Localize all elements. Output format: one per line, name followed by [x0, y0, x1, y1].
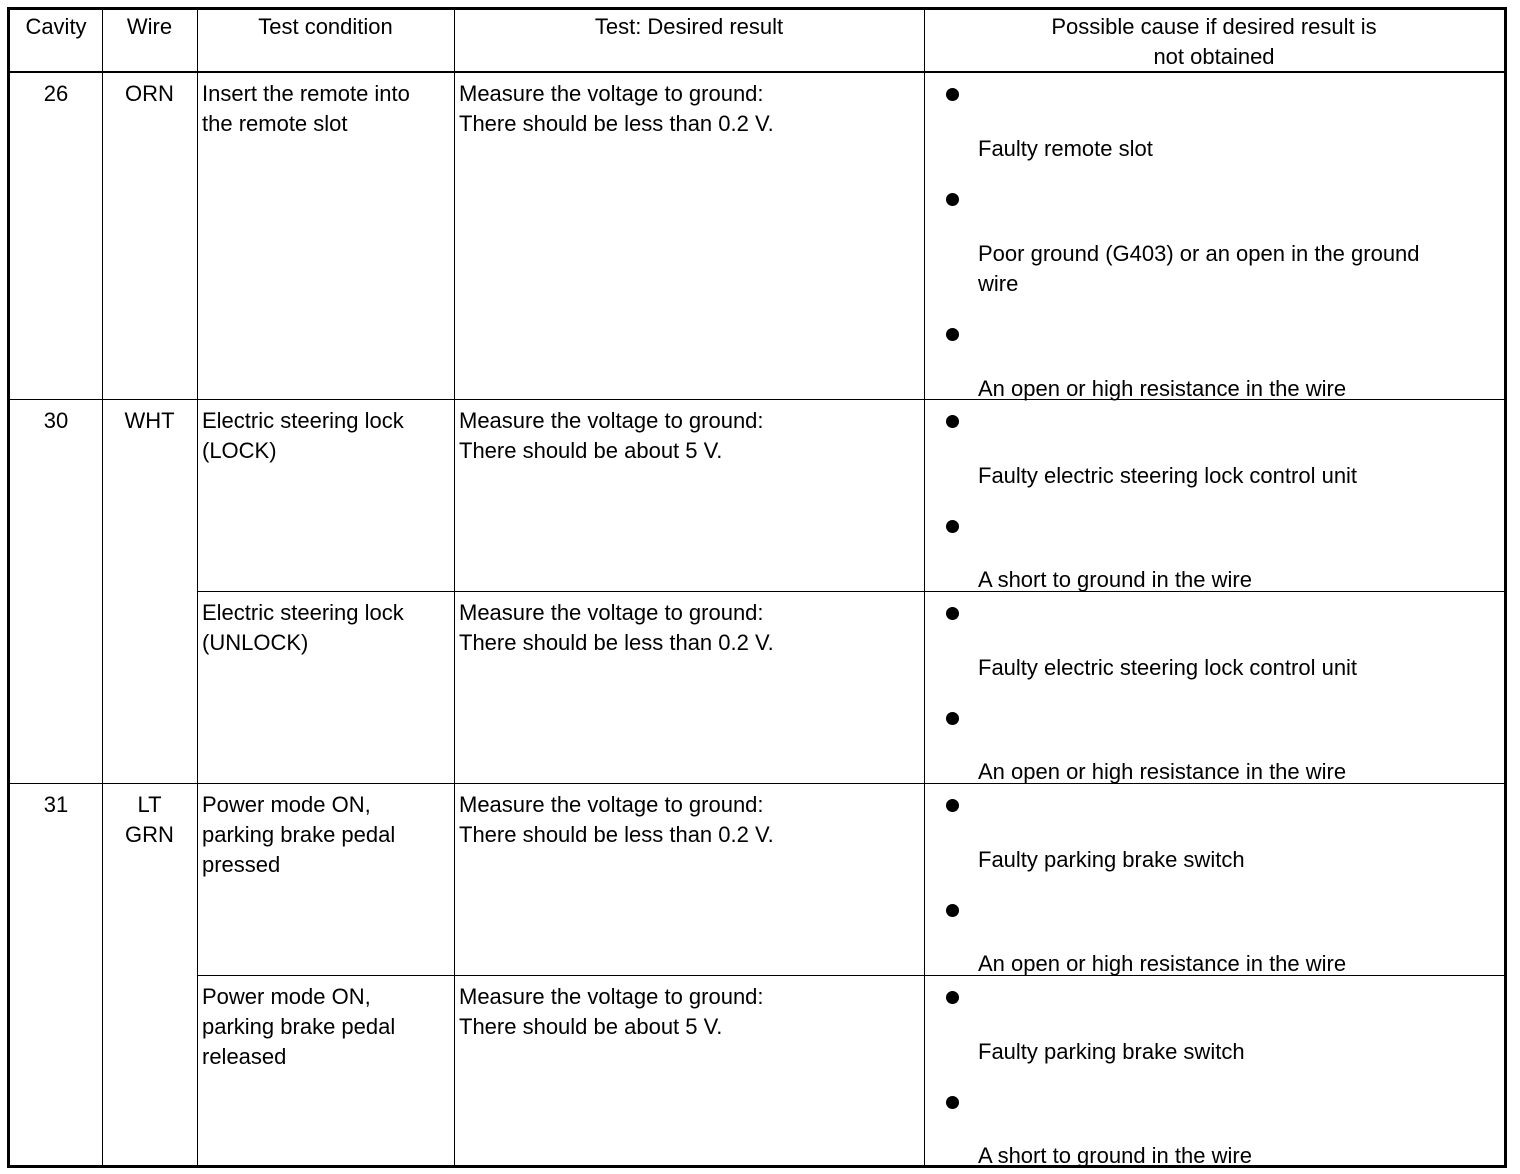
col-divider-result-cause — [924, 10, 925, 1165]
col-divider-condition-result — [454, 10, 455, 1165]
row-30-lock-cause-1: Faulty electric steering lock control unit — [978, 463, 1358, 488]
row-31-released-condition: Power mode ON, parking brake pedal released — [202, 984, 396, 1069]
col-divider-wire-condition — [197, 10, 198, 1165]
bullet-icon — [946, 799, 959, 812]
header-test-condition: Test condition — [258, 14, 393, 39]
bullet-icon — [946, 328, 959, 341]
header-possible-cause-line1: Possible cause if desired result is — [1051, 14, 1377, 39]
col-divider-cavity-wire — [102, 10, 103, 1165]
row-30-wire: WHT — [124, 408, 175, 433]
row-31-cavity: 31 — [43, 792, 69, 817]
header-desired-result: Test: Desired result — [594, 14, 784, 39]
row-31-pressed-condition: Power mode ON, parking brake pedal pressed — [202, 792, 396, 877]
bullet-icon — [946, 712, 959, 725]
row-30-unlock-cause-1: Faulty electric steering lock control unit — [978, 655, 1358, 680]
bullet-icon — [946, 607, 959, 620]
row-30-lock-condition: Electric steering lock (LOCK) — [202, 408, 404, 463]
row-26-cavity: 26 — [43, 81, 69, 106]
row-31-released-cause-2: A short to ground in the wire — [978, 1143, 1252, 1168]
bullet-icon — [946, 904, 959, 917]
row-30-unlock-cause-2: An open or high resistance in the wire — [978, 759, 1347, 784]
diagnostic-table — [7, 7, 1507, 1168]
header-cavity: Cavity — [25, 14, 87, 39]
bullet-icon — [946, 193, 959, 206]
row-31-released-cause-1: Faulty parking brake switch — [978, 1039, 1245, 1064]
row-26-cause-2: Poor ground (G403) or an open in the ground wire — [978, 241, 1420, 296]
row-30-unlock-condition: Electric steering lock (UNLOCK) — [202, 600, 404, 655]
row-31-pressed-result: Measure the voltage to ground: There should be less than 0.2 V. — [459, 792, 774, 847]
row-31-released-result: Measure the voltage to ground: There should be about 5 V. — [459, 984, 764, 1039]
row-26-condition: Insert the remote into the remote slot — [202, 81, 410, 136]
row-30-lock-cause-2: A short to ground in the wire — [978, 567, 1252, 592]
row-31-pressed-cause-1: Faulty parking brake switch — [978, 847, 1245, 872]
row-30-unlock-result: Measure the voltage to ground: There should be less than 0.2 V. — [459, 600, 774, 655]
bullet-icon — [946, 1096, 959, 1109]
row-30-cavity: 30 — [43, 408, 69, 433]
row-26-wire: ORN — [125, 81, 174, 106]
row-31-pressed-cause-2: An open or high resistance in the wire — [978, 951, 1347, 976]
bullet-icon — [946, 991, 959, 1004]
row-31-wire: LT GRN — [125, 792, 174, 847]
row-26-result: Measure the voltage to ground: There should be less than 0.2 V. — [459, 81, 774, 136]
header-possible-cause-line2: not obtained — [1153, 44, 1275, 69]
bullet-icon — [946, 415, 959, 428]
bullet-icon — [946, 520, 959, 533]
row-30-lock-result: Measure the voltage to ground: There should be about 5 V. — [459, 408, 764, 463]
row-26-cause-3: An open or high resistance in the wire — [978, 376, 1347, 401]
bullet-icon — [946, 88, 959, 101]
header-wire: Wire — [126, 14, 173, 39]
row-26-cause-1: Faulty remote slot — [978, 136, 1153, 161]
